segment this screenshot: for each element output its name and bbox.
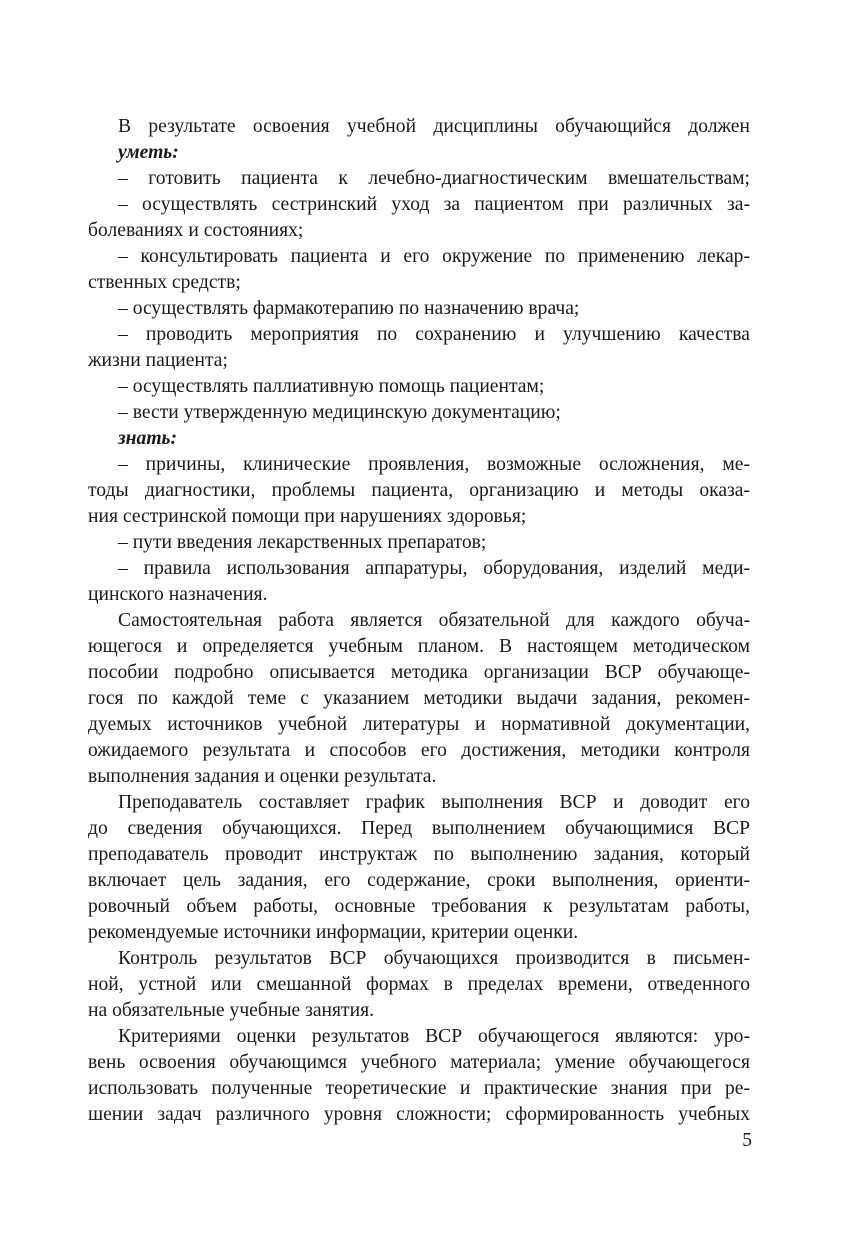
text-line: – проводить мероприятия по сохранению и улучшению качества xyxy=(118,324,750,345)
text-line: – готовить пациента к лечебно-диагностическим вмешательствам; xyxy=(118,168,750,189)
text-line: ния сестринской помощи при нарушениях здоровья; xyxy=(88,506,527,527)
text-line: – вести утвержденную медицинскую документацию; xyxy=(118,402,561,423)
text-line: использовать полученные теоретические и практические знания при ре- xyxy=(88,1078,750,1099)
text-line: жизни пациента; xyxy=(88,350,228,371)
text-line: ной, устной или смешанной формах в пределах времени, отведенного xyxy=(88,974,750,995)
text-line: болеваниях и состояниях; xyxy=(88,220,304,241)
text-line: – правила использования аппаратуры, оборудования, изделий меди- xyxy=(118,558,750,579)
text-line: тоды диагностики, проблемы пациента, организацию и методы оказа- xyxy=(88,480,750,501)
text-line: – осуществлять фармакотерапию по назначению врача; xyxy=(118,298,580,319)
text-line: Критериями оценки результатов ВСР обучающегося являются: уро- xyxy=(118,1026,750,1047)
text-line: Самостоятельная работа является обязательной для каждого обуча- xyxy=(118,610,750,631)
section-heading: уметь: xyxy=(118,142,179,163)
text-line: – осуществлять паллиативную помощь пациентам; xyxy=(118,376,545,397)
text-line: до сведения обучающихся. Перед выполнением обучающимися ВСР xyxy=(88,818,750,839)
text-line: ровочный объем работы, основные требования к результатам работы, xyxy=(88,896,750,917)
text-line: шении задач различного уровня сложности; сформированность учебных xyxy=(88,1104,750,1125)
text-line: ющегося и определяется учебным планом. В настоящем методическом xyxy=(88,636,750,657)
section-heading: знать: xyxy=(118,428,178,449)
text-line: цинского назначения. xyxy=(88,584,268,605)
text-line: выполнения задания и оценки результата. xyxy=(88,766,437,787)
text-line: ственных средств; xyxy=(88,272,241,293)
text-line: В результате освоения учебной дисциплины обучающийся должен xyxy=(118,116,750,137)
text-line: включает цель задания, его содержание, сроки выполнения, ориенти- xyxy=(88,870,750,891)
text-line: – пути введения лекарственных препаратов; xyxy=(118,532,487,553)
text-line: Контроль результатов ВСР обучающихся производится в письмен- xyxy=(118,948,750,969)
text-line: вень освоения обучающимся учебного материала; умение обучающегося xyxy=(88,1052,750,1073)
text-line: – причины, клинические проявления, возможные осложнения, ме- xyxy=(118,454,750,475)
text-line: дуемых источников учебной литературы и нормативной документации, xyxy=(88,714,750,735)
text-line: – консультировать пациента и его окружение по применению лекар- xyxy=(118,246,750,267)
text-line: Преподаватель составляет график выполнения ВСР и доводит его xyxy=(118,792,750,813)
text-line: – осуществлять сестринский уход за пациентом при различных за- xyxy=(118,194,750,215)
text-line: преподаватель проводит инструктаж по выполнению задания, который xyxy=(88,844,750,865)
text-line: ожидаемого результата и способов его достижения, методики контроля xyxy=(88,740,750,761)
text-line: на обязательные учебные занятия. xyxy=(88,1000,374,1021)
page-number: 5 xyxy=(742,1130,752,1151)
text-line: пособии подробно описывается методика организации ВСР обучающе- xyxy=(88,662,750,683)
text-line: рекомендуемые источники информации, критерии оценки. xyxy=(88,922,579,943)
page-body xyxy=(88,114,750,1128)
text-line: гося по каждой теме с указанием методики выдачи задания, рекомен- xyxy=(88,688,750,709)
